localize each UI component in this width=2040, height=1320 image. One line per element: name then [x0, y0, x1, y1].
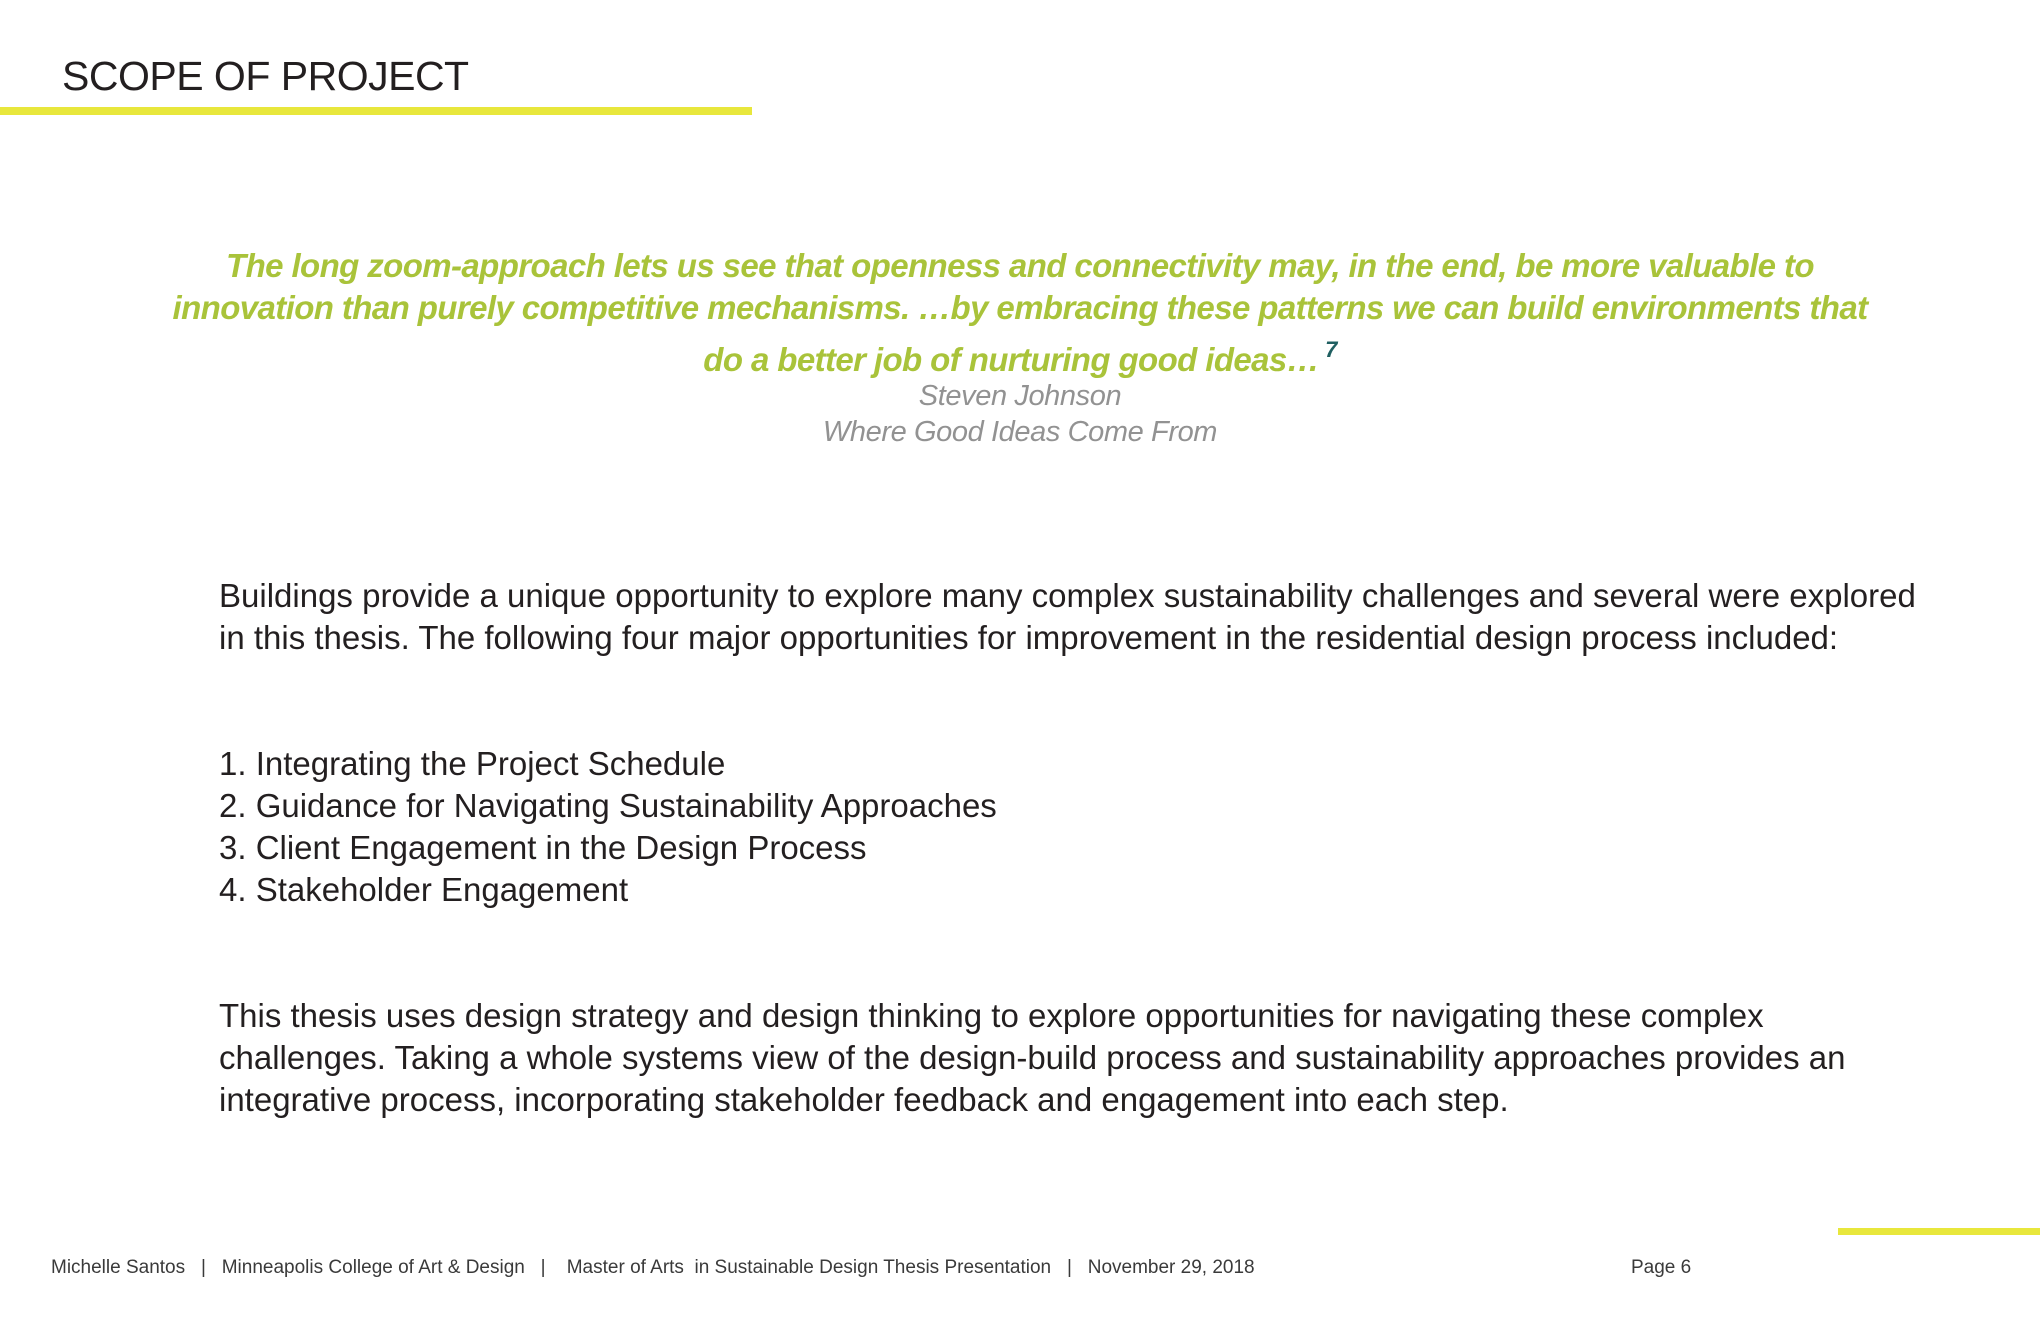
quote-source: Where Good Ideas Come From: [822, 416, 1218, 448]
footnote-marker[interactable]: 7: [1325, 337, 1337, 362]
pull-quote: [150, 245, 1890, 381]
footer-accent-bar: [1838, 1228, 2040, 1235]
title-underline: [0, 107, 752, 115]
intro-paragraph: Buildings provide a unique opportunity to explore many complex sustainability challenges and several were explored in this thesis. The following four major opportunities for improvement in the residential design process included:: [219, 577, 1916, 656]
list-item: 3. Client Engagement in the Design Process: [219, 829, 867, 866]
quote-author: Steven Johnson: [918, 380, 1122, 412]
list-item: 1. Integrating the Project Schedule: [219, 745, 726, 782]
quote-attribution: [150, 378, 1890, 450]
quote-text: The long zoom-approach lets us see that openness and connectivity may, in the end, be more valuable to innovation than purely competitive mechanisms. …by embracing these patterns we can build environments that do a better job of nurturing good ideas…: [172, 247, 1868, 378]
page-title: SCOPE OF PROJECT: [62, 53, 469, 99]
list-item: 2. Guidance for Navigating Sustainability Approaches: [219, 787, 997, 824]
list-item: 4. Stakeholder Engagement: [219, 871, 629, 908]
opportunities-list: [219, 743, 997, 911]
page-number: Page 6: [1631, 1257, 1692, 1278]
footer-credits: Michelle Santos | Minneapolis College of Art & Design | Master of Arts in Sustainable Design Thesis Presentation | November 29, 2018: [51, 1257, 1255, 1278]
conclusion-paragraph: This thesis uses design strategy and design thinking to explore opportunities for navigating these complex challenges. Taking a whole systems view of the design-build process and sustainability approaches provides an integrative process, incorporating stakeholder feedback and engagement into each step.: [219, 997, 1846, 1118]
